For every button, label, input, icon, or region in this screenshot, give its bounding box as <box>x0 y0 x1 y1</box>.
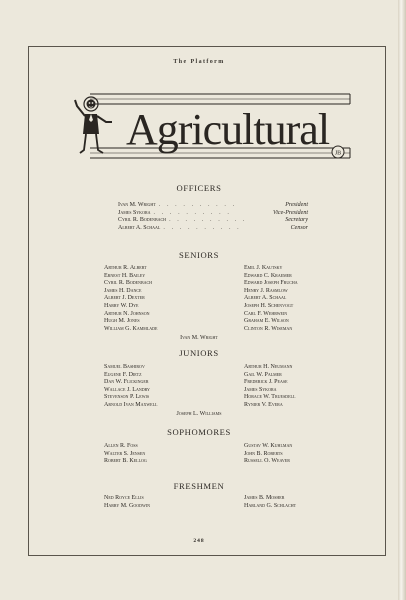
member-name: Harry W. Dye <box>104 302 139 309</box>
officer-row: James Sykora . . . . . . . . . . Vice-President <box>118 209 308 216</box>
member-name: Edward Joseph Frucha <box>244 280 298 287</box>
juniors-left-column <box>104 364 157 410</box>
seniors-heading: SENIORS <box>178 250 219 260</box>
agricultural-banner-art <box>68 92 352 172</box>
member-name: John B. Roberts <box>244 450 283 457</box>
member-name: Stevenson P. Lewis <box>104 394 150 401</box>
seniors-left-column <box>104 265 158 333</box>
officer-row: Cyril R. Bodenbach . . . . . . . . . . Secretary <box>118 217 308 224</box>
member-name: Carl F. Wehrwein <box>244 310 288 317</box>
member-name: Arthur H. Neumann <box>244 364 293 370</box>
officers-list <box>118 202 308 232</box>
member-name: Walter S. Jensen <box>104 450 146 457</box>
freshmen-right-column <box>244 495 296 510</box>
freshmen-heading: FRESHMEN <box>173 481 225 491</box>
seniors-right-column <box>244 265 298 333</box>
member-name: James B. Mosher <box>244 495 285 501</box>
juniors-heading: JUNIORS <box>179 348 219 358</box>
member-name: Russell O. Weaver <box>244 458 290 465</box>
member-name: Horace W. Truesdell <box>244 394 296 401</box>
member-name: Emil J. Kautsky <box>244 265 283 271</box>
member-name: Allen R. Foss <box>104 443 138 449</box>
officer-row: Ivan M. Wright . . . . . . . . . . President <box>118 202 308 208</box>
running-header: The Platform <box>173 59 225 65</box>
member-name: Rynier V. Evera <box>244 401 283 408</box>
member-name: Wallace J. Landry <box>104 386 150 393</box>
member-name: Gustav W. Kuhlman <box>244 443 293 449</box>
member-name: Albert J. Dexter <box>104 295 145 302</box>
member-name: Frederick J. Pease <box>244 379 288 386</box>
member-name: Harland G. Schlacht <box>244 502 297 509</box>
member-name: Joseph H. Schenvogt <box>244 302 294 309</box>
member-name: Albert A. Schaal <box>244 295 287 302</box>
member-name: Graham E. Wilson <box>244 318 289 325</box>
member-name: Eugene F. Dietz <box>104 371 142 378</box>
page-number: 248 <box>193 538 205 544</box>
member-name: Gail W. Palmer <box>244 371 282 378</box>
banner-title-lettering: Agricultural <box>126 105 330 154</box>
page-edge <box>398 0 406 600</box>
member-name: Ned Royce Ellis <box>104 495 144 501</box>
artist-monogram: JB <box>334 150 342 157</box>
member-name: Arnold Ivan Maxwell <box>104 401 158 408</box>
member-name: Robert B. Kellog <box>104 458 147 465</box>
member-name: James H. Dance <box>104 287 142 294</box>
sophomores-left-column <box>104 443 147 466</box>
freshmen-left-column <box>104 495 150 510</box>
sophomores-right-column <box>244 443 292 466</box>
member-name: Harry M. Goodwin <box>104 502 151 509</box>
member-name: Samuel Bashirov <box>104 364 145 370</box>
section-banner <box>68 92 352 172</box>
member-name: Arthur N. Johnson <box>104 310 150 317</box>
officers-heading: OFFICERS <box>176 183 222 193</box>
member-name: William G. Kammlade <box>104 325 158 332</box>
member-name: James Sykora <box>244 386 277 393</box>
member-name: Hugh M. Jones <box>104 318 140 325</box>
member-name: Cyril R. Bodenbach <box>104 280 153 287</box>
member-name: Ernest H. Bailey <box>104 272 146 279</box>
member-name-centered: Ivan M. Wright <box>180 335 218 341</box>
sophomores-heading: SOPHOMORES <box>167 427 231 437</box>
member-name: Clinton R. Wiseman <box>244 325 293 332</box>
member-name-centered: Joseph L. Williams <box>176 411 222 417</box>
member-name: Dan W. Flickinger <box>104 379 149 386</box>
member-name: Edward C. Kraemer <box>244 272 292 279</box>
member-name: Arthur R. Albert <box>104 265 147 271</box>
juniors-right-column <box>244 364 295 410</box>
cartoon-figure-illustration <box>75 97 112 153</box>
officer-row: Albert A. Schaal . . . . . . . . . . Censor <box>118 224 308 231</box>
member-name: Henry J. Rasmlow <box>244 287 288 294</box>
